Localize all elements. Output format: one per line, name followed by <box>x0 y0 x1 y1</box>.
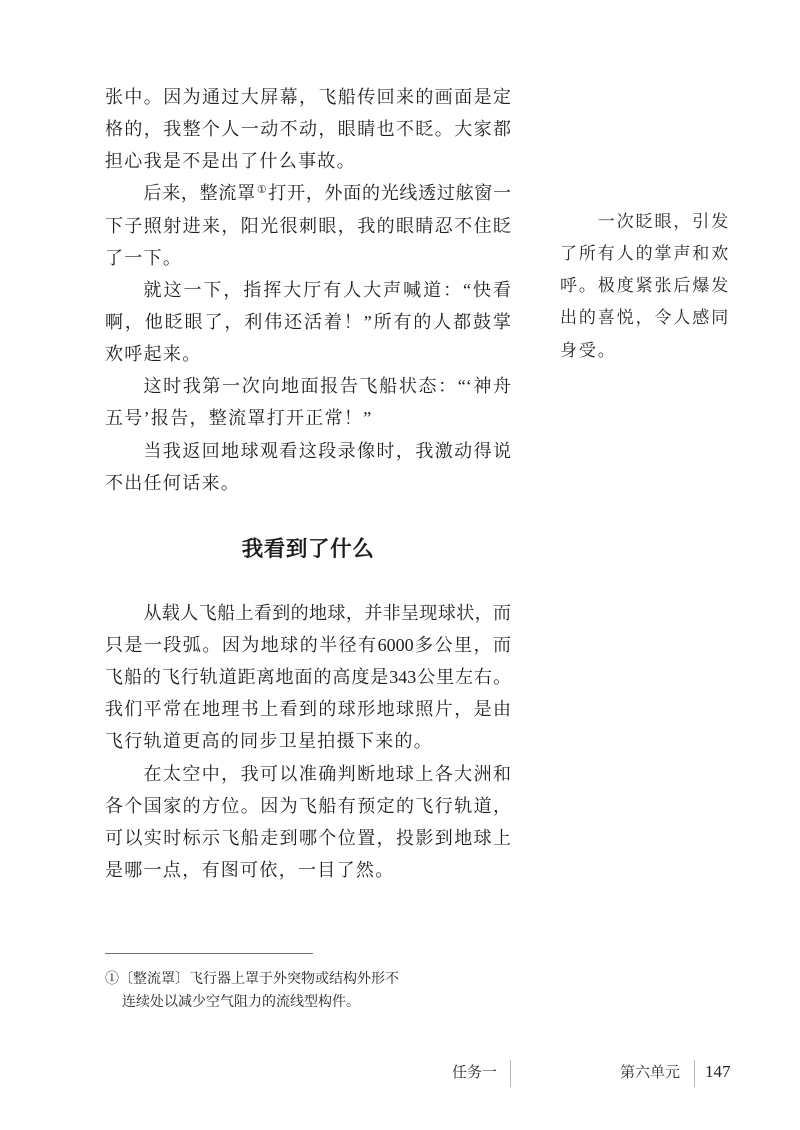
footnote-text-line <box>105 968 399 991</box>
text-line: 飞船的飞行轨道距离地面的高度是343公里左右。 <box>105 667 511 688</box>
margin-note <box>560 206 750 367</box>
text-line: 各个国家的方位。因为飞船有预定的飞行轨道， <box>105 795 511 816</box>
text-line: 下子照射进来，阳光很刺眼，我的眼睛忍不住眨 <box>105 215 511 236</box>
text-line <box>105 177 511 209</box>
text-line: 格的，我整个人一动不动，眼睛也不眨。大家都 <box>105 119 511 140</box>
text-line: 了一下。 <box>105 247 183 268</box>
text-line: 这时我第一次向地面报告飞船状态：“‘神舟 <box>143 376 511 397</box>
footnote-reference: ① <box>256 183 268 196</box>
footnote <box>105 968 399 1014</box>
text-line: 我们平常在地理书上看到的球形地球照片，是由 <box>105 699 511 720</box>
page-number: 147 <box>705 1062 731 1081</box>
text-fragment: 打开，外面的光线透过舷窗一 <box>268 183 512 204</box>
text-line: 欢呼起来。 <box>105 344 202 365</box>
text-line: 啊，他眨眼了，利伟还活着！”所有的人都鼓掌 <box>105 311 511 332</box>
text-line: 是哪一点，有图可依，一目了然。 <box>105 859 395 880</box>
footer-divider <box>694 1060 695 1087</box>
text-line: 张中。因为通过大屏幕，飞船传回来的画面是定 <box>105 87 511 107</box>
footnote-text: 飞行器上罩于外突物或结构外形不 <box>189 972 399 987</box>
margin-note-line: 身受。 <box>560 340 617 360</box>
main-text-column <box>105 81 511 886</box>
footnote-divider <box>105 953 313 954</box>
footer-unit-label: 第六单元 <box>620 1065 681 1081</box>
paragraph <box>105 597 511 758</box>
paragraph <box>105 274 511 370</box>
footer-divider <box>510 1060 511 1087</box>
text-line: 可以实时标示飞船走到哪个位置，投影到地球上 <box>105 827 511 848</box>
footnote-text-line: 连续处以减少空气阻力的流线型构件。 <box>122 995 360 1010</box>
footnote-marker: ① <box>105 972 119 987</box>
section-heading: 我看到了什么 <box>241 536 375 561</box>
text-line: 当我返回地球观看这段录像时，我激动得说 <box>143 440 511 461</box>
text-line: 只是一段弧。因为地球的半径有6000多公里，而 <box>105 634 511 655</box>
text-line: 五号’报告，整流罩打开正常！” <box>105 408 373 429</box>
text-line: 从载人飞船上看到的地球，并非呈现球状，而 <box>143 602 511 623</box>
text-fragment: 后来，整流罩 <box>143 183 256 204</box>
text-line: 在太空中，我可以准确判断地球上各大洲和 <box>143 763 511 784</box>
paragraph <box>105 177 511 273</box>
margin-note-line: 一次眨眼，引发 <box>597 212 731 231</box>
text-line: 担心我是不是出了什么事故。 <box>105 151 356 172</box>
paragraph <box>105 81 511 177</box>
margin-note-line: 了所有人的掌声和欢 <box>560 244 731 264</box>
paragraph <box>105 370 511 434</box>
text-line: 就这一下，指挥大厅有人大声喊道：“快看 <box>143 279 511 300</box>
footer-task-label: 任务一 <box>451 1065 497 1081</box>
margin-note-line: 出的喜悦，令人感同 <box>560 308 731 328</box>
footnote-term: 〔整流罩〕 <box>119 972 189 987</box>
margin-note-line: 呼。极度紧张后爆发 <box>560 276 731 296</box>
paragraph <box>105 435 511 499</box>
paragraph <box>105 758 511 887</box>
text-line: 不出任何话来。 <box>105 472 241 493</box>
text-line: 飞行轨道更高的同步卫星拍摄下来的。 <box>105 731 434 752</box>
